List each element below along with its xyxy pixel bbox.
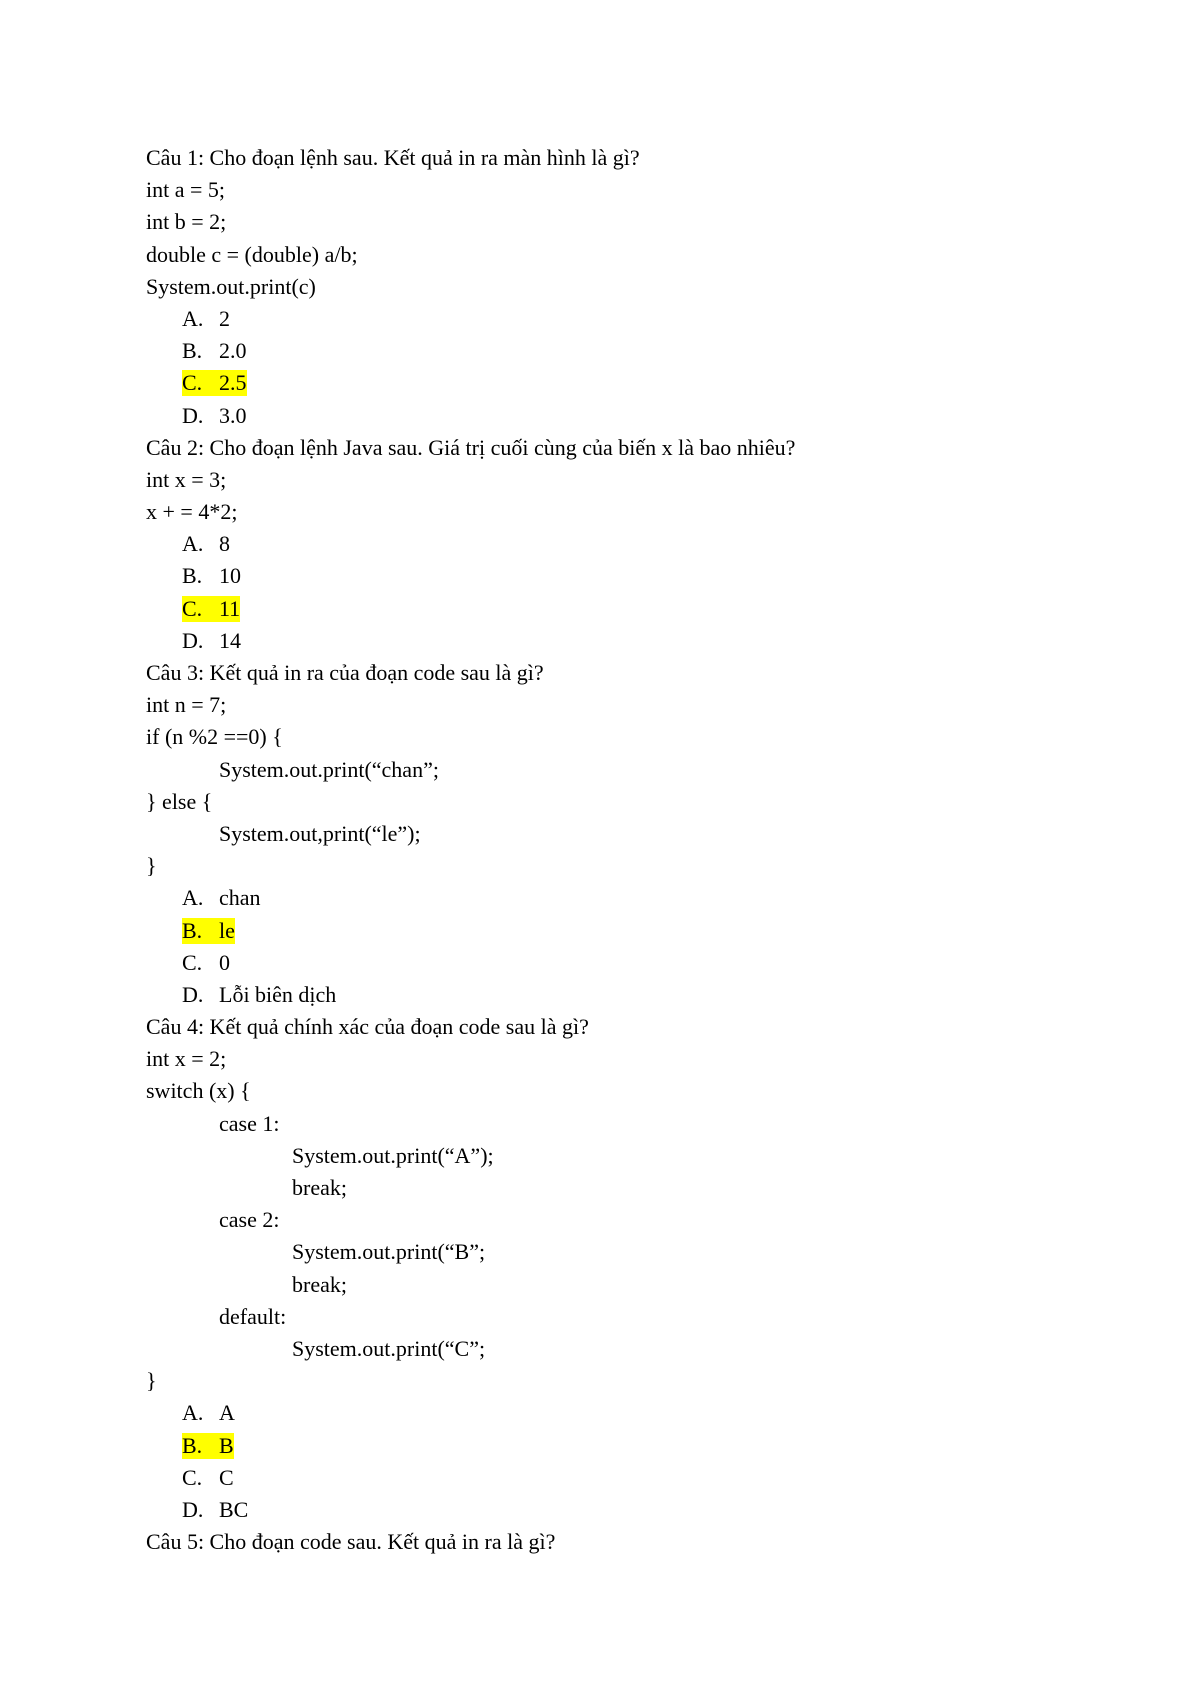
option-text: 14 xyxy=(219,627,241,653)
question-4-option-d xyxy=(146,1494,1106,1526)
option-text: Lỗi biên dịch xyxy=(219,981,337,1007)
option-letter: A. xyxy=(182,885,204,911)
code-line: int n = 7; xyxy=(146,692,227,718)
option-text: 2.0 xyxy=(219,338,247,364)
option-text: B xyxy=(219,1432,234,1458)
option-letter: B. xyxy=(182,917,203,943)
question-3-option-a xyxy=(146,882,1106,914)
option-letter: D. xyxy=(182,1496,204,1522)
option-letter: C. xyxy=(182,370,203,396)
question-4-option-c xyxy=(146,1462,1106,1494)
code-line: break; xyxy=(292,1271,347,1297)
code-line: System.out.print(c) xyxy=(146,273,316,299)
question-4-option-a xyxy=(146,1397,1106,1429)
answer-highlight xyxy=(182,1433,234,1459)
question-1-option-c-answer xyxy=(146,367,1106,399)
option-text: BC xyxy=(219,1496,249,1522)
option-letter: A. xyxy=(182,305,204,331)
question-2-option-a xyxy=(146,528,1106,560)
code-line: double c = (double) a/b; xyxy=(146,241,358,267)
question-4-option-b-answer xyxy=(146,1430,1106,1462)
code-line: int x = 2; xyxy=(146,1046,227,1072)
answer-highlight xyxy=(182,370,247,396)
option-text: 2 xyxy=(219,305,230,331)
code-line: x + = 4*2; xyxy=(146,499,238,525)
code-line: } xyxy=(146,853,157,879)
option-letter: C. xyxy=(182,949,203,975)
option-letter: D. xyxy=(182,981,204,1007)
option-letter: A. xyxy=(182,531,204,557)
option-text: 10 xyxy=(219,563,241,589)
option-text: A xyxy=(219,1400,235,1426)
code-line: case 1: xyxy=(219,1110,280,1136)
option-text: chan xyxy=(219,885,261,911)
option-text: le xyxy=(219,917,235,943)
code-line: System.out.print(“B”; xyxy=(292,1239,486,1265)
option-letter: A. xyxy=(182,1400,204,1426)
answer-highlight xyxy=(182,918,235,944)
code-line: System.out,print(“le”); xyxy=(219,820,421,846)
option-letter: C. xyxy=(182,1464,203,1490)
question-1-title: Câu 1: Cho đoạn lệnh sau. Kết quả in ra màn hình là gì? xyxy=(146,145,640,170)
option-letter: D. xyxy=(182,627,204,653)
question-2-option-c-answer xyxy=(146,593,1106,625)
option-letter: D. xyxy=(182,402,204,428)
question-5-title: Câu 5: Cho đoạn code sau. Kết quả in ra là gì? xyxy=(146,1529,556,1555)
option-text: C xyxy=(219,1464,234,1490)
option-text: 2.5 xyxy=(219,370,247,396)
code-line: if (n %2 ==0) { xyxy=(146,724,283,750)
question-2-title: Câu 2: Cho đoạn lệnh Java sau. Giá trị cuối cùng của biến x là bao nhiêu? xyxy=(146,434,796,460)
option-text: 8 xyxy=(219,531,230,557)
answer-highlight xyxy=(182,596,240,622)
option-letter: C. xyxy=(182,595,203,621)
document-body xyxy=(146,142,1106,1558)
code-line: case 2: xyxy=(219,1207,280,1233)
code-line: int a = 5; xyxy=(146,177,226,203)
question-1-option-d xyxy=(146,400,1106,432)
question-3-option-b-answer xyxy=(146,915,1106,947)
code-line: System.out.print(“A”); xyxy=(292,1142,494,1168)
question-3-title: Câu 3: Kết quả in ra của đoạn code sau là gì? xyxy=(146,660,544,685)
question-2-option-b xyxy=(146,560,1106,592)
code-line: break; xyxy=(292,1175,347,1200)
question-3-option-c xyxy=(146,947,1106,979)
code-line: int x = 3; xyxy=(146,466,227,492)
option-letter: B. xyxy=(182,1432,203,1458)
code-line: default: xyxy=(219,1303,287,1329)
option-letter: B. xyxy=(182,563,203,589)
option-text: 0 xyxy=(219,949,230,975)
code-line: } xyxy=(146,1368,157,1394)
code-line: switch (x) { xyxy=(146,1078,251,1104)
option-letter: B. xyxy=(182,338,203,364)
question-4-title: Câu 4: Kết quả chính xác của đoạn code sau là gì? xyxy=(146,1014,589,1040)
code-line: int b = 2; xyxy=(146,209,227,235)
option-text: 11 xyxy=(219,595,241,621)
code-line: } else { xyxy=(146,788,213,814)
question-2-option-d xyxy=(146,625,1106,657)
code-line: System.out.print(“C”; xyxy=(292,1335,486,1361)
code-line: System.out.print(“chan”; xyxy=(219,756,439,782)
option-text: 3.0 xyxy=(219,402,247,428)
question-3-option-d xyxy=(146,979,1106,1011)
question-1-option-b xyxy=(146,335,1106,367)
question-1-option-a xyxy=(146,303,1106,335)
